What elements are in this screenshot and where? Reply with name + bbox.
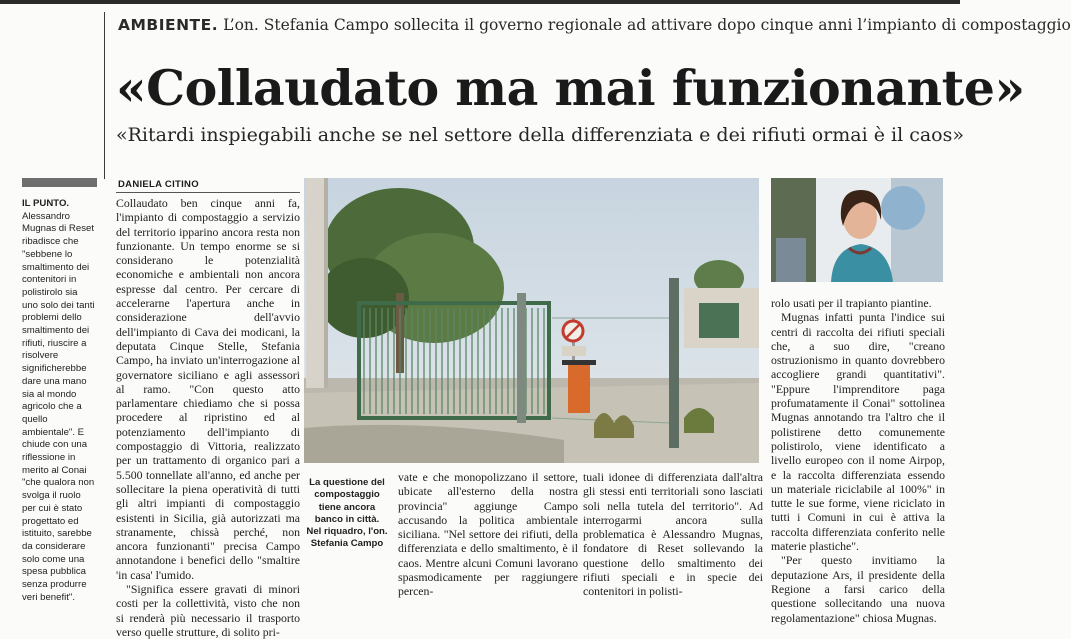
paragraph: rolo usati per il trapianto piantine.	[771, 296, 932, 310]
top-rule	[0, 0, 960, 4]
byline: DANIELA CITINO	[118, 179, 199, 190]
photo-caption: La questione del compostaggio tiene ancora banco in città. Nel riquadro, l'on. Stefania Campo	[306, 477, 388, 550]
paragraph: Mugnas infatti punta l'indice sui centri di raccolta dei rifiuti speciali che, a suo dire, "creano ostruzionismo in quanto dovrebbero accogliere grandi quantitativi". "Eppure l'imprenditore paga profumatamente il Conai" sottolinea Mugnas annotando tra l'altro che il polistirene detto comunemente polistirolo, viene identificato a livello europeo con il nome Airpop, e la raccolta differenziata essendo un materiale riciclabile al 100%" in tutte le sue forme, viene riciclato in tutti i Comuni in cui è attiva la raccolta differenziata conferito nelle materie plastiche".	[771, 310, 945, 554]
sidebar-text: Alessandro Mugnas di Reset ribadisce che "sebbene lo smaltimento dei contenitori in polistirolo sia uno solo dei tanti problemi dello smaltimento dei rifiuti, riuscire a risolvere significherebbe dare una mano sia al mondo agricolo che a quello ambientale". E chiude con una riflessione in merito al Conai "che qualora non svolga il ruolo per cui è stato progettato ed istituito, sarebbe da considerare solo come una spesa pubblica senza produrre veri benefit".	[22, 210, 95, 603]
header-divider	[104, 12, 105, 179]
article-column-2	[398, 470, 578, 599]
kicker-text: L’on. Stefania Campo sollecita il governo regionale ad attivare dopo cinque anni l’impianto di compostaggio	[223, 16, 1071, 34]
sidebar-marker	[22, 178, 97, 187]
sidebar-label: IL PUNTO.	[22, 198, 70, 209]
article-column-3	[583, 470, 763, 599]
stefania-campo-portrait	[771, 178, 943, 282]
portrait-photo	[771, 178, 943, 282]
paragraph: Collaudato ben cinque anni fa, l'impianto di compostaggio a servizio del territorio ipparino ancora resta non funzionante. Un tempo enorme se si considerano le potenzialità economiche e ambientali non ancora espresse dal centro. Per cercare di accelerarne l'apertura anche in considerazione dell'avvio dell'impianto di Cava dei modicani, la deputata Cinque Stelle, Stefania Campo, ha inviato un'interrogazione al governatore siciliano e agli assessori al ramo. "Con questo atto parlamentare chiediamo che si possa procedere al ripristino ed al potenziamento dell'impianto di compostaggio di Vittoria, realizzato per un trattamento di organico pari a 5.500 tonnellate all'anno, ed anche per sollecitare la piena operatività di tutti gli altri impianti di compostaggio esistenti in Sicilia, già autorizzati ma stranamente, chissà perché, non ancora funzionanti" precisa Campo annotandone i benefici dello "smaltire 'in casa' l'umido.	[116, 196, 300, 582]
subheadline: «Ritardi inspiegabili anche se nel settore della differenziata e dei rifiuti ormai è il caos»	[116, 124, 964, 146]
sidebar-box	[22, 198, 96, 605]
kicker	[118, 16, 1071, 34]
paragraph: tuali idonee di differenziata dall'altra gli stessi enti territoriali sono lasciati soli nella tutela del territorio". Ad interrogarmi ancora sulla problematica è Alessandro Mugnas, fondatore di Reset sollevando la questione dello smaltimento dei rifiuti speciali e in specie dei contenitori in polisti-	[583, 470, 763, 599]
kicker-label: AMBIENTE.	[118, 16, 219, 34]
article-column-1	[116, 196, 300, 639]
paragraph: "Significa essere gravati di minori costi per la collettività, visto che non si renderà più necessario il trasporto verso quelle strutture, di solito pri-	[116, 582, 300, 639]
composting-plant-gate-image	[304, 178, 759, 463]
byline-rule	[116, 192, 300, 193]
headline: «Collaudato ma mai funzionante»	[116, 59, 1025, 117]
article-column-4	[771, 296, 945, 625]
paragraph: vate e che monopolizzano il settore, ubicate all'esterno della nostra provincia" aggiunge Campo accusando la politica ambientale siciliana. "Nel settore dei rifiuti, della differenziata e dello smaltimento, è il caos. Mentre alcuni Comuni lavorano spasmodicamente per raggiungere percen-	[398, 470, 578, 599]
paragraph: "Per questo invitiamo la deputazione Ars, il presidente della Regione a farsi carico della questione sollecitando una nuova regolamentazione" chiosa Mugnas.	[771, 553, 945, 625]
article-photo	[304, 178, 759, 463]
